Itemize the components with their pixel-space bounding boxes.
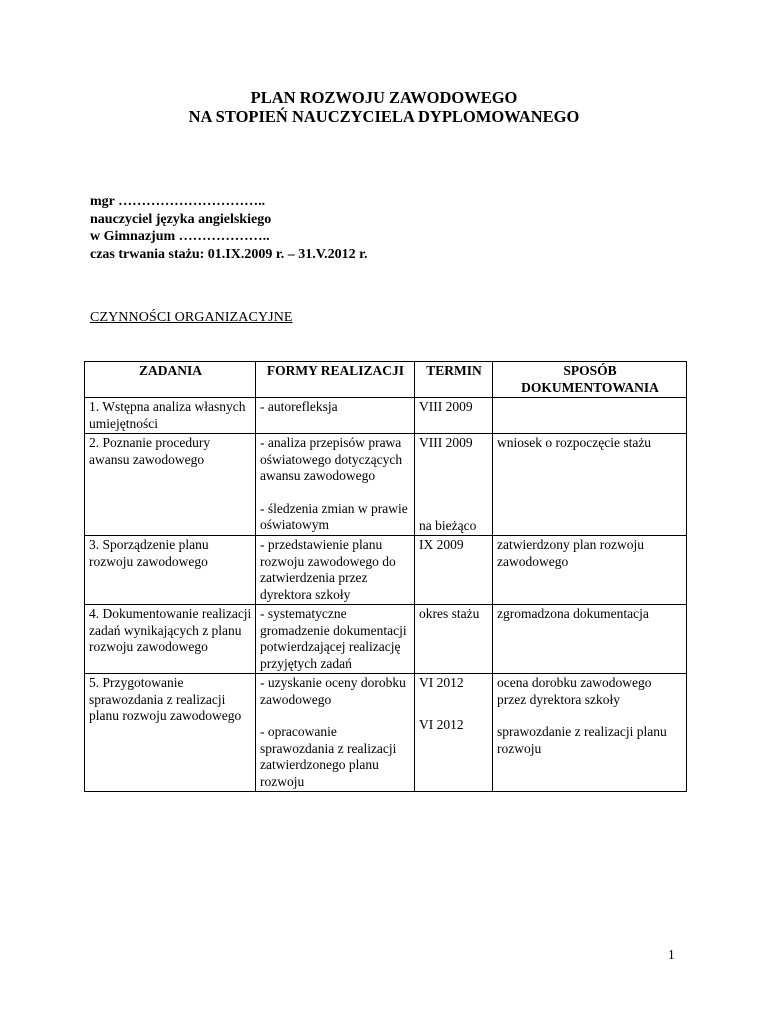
- documentation-cell: [493, 674, 687, 792]
- documentation-item: sprawozdanie z realizacji planu rozwoju: [497, 724, 667, 756]
- form-item: - śledzenia zmian w prawie oświatowym: [260, 500, 408, 532]
- task-cell: 2. Poznanie procedury awansu zawodowego: [85, 434, 256, 536]
- table-row: [85, 605, 687, 674]
- table-row: [85, 398, 687, 434]
- document-title-line2: NA STOPIEŃ NAUCZYCIELA DYPLOMOWANEGO: [188, 107, 580, 126]
- table-row: [85, 674, 687, 792]
- organizational-activities-table: [84, 361, 687, 792]
- section-heading: CZYNNOŚCI ORGANIZACYJNE: [90, 310, 293, 325]
- task-cell: 4. Dokumentowanie realizacji zadań wynikających z planu rozwoju zawodowego: [85, 605, 256, 674]
- teacher-degree-line: mgr …………………………..: [90, 194, 266, 209]
- forms-cell: - systematyczne gromadzenie dokumentacji potwierdzającej realizację przyjętych zadań: [256, 605, 415, 674]
- document-title-line1: PLAN ROZWOJU ZAWODOWEGO: [250, 88, 518, 107]
- term-cell: [415, 434, 493, 536]
- header-documentation: SPOSÓB DOKUMENTOWANIA: [493, 362, 687, 398]
- forms-cell: [256, 674, 415, 792]
- documentation-cell: [493, 398, 687, 434]
- page-number: 1: [668, 947, 675, 962]
- teacher-info-block: [90, 193, 368, 263]
- task-cell: 5. Przygotowanie sprawozdania z realizacji planu rozwoju zawodowego: [85, 674, 256, 792]
- term-cell: VIII 2009: [415, 398, 493, 434]
- task-cell: 3. Sporządzenie planu rozwoju zawodowego: [85, 536, 256, 605]
- documentation-item: ocena dorobku zawodowego przez dyrektora szkoły: [497, 675, 652, 707]
- term-item: VI 2012: [419, 675, 464, 690]
- term-cell: [415, 674, 493, 792]
- table-row: [85, 434, 687, 536]
- documentation-cell: wniosek o rozpoczęcie stażu: [493, 434, 687, 536]
- forms-cell: - autorefleksja: [256, 398, 415, 434]
- forms-cell: - przedstawienie planu rozwoju zawodowego do zatwierdzenia przez dyrektora szkoły: [256, 536, 415, 605]
- teacher-subject-line: nauczyciel języka angielskiego: [90, 211, 272, 227]
- header-term: TERMIN: [415, 362, 493, 398]
- term-cell: IX 2009: [415, 536, 493, 605]
- table-row: [85, 536, 687, 605]
- forms-cell: [256, 434, 415, 536]
- task-cell: 1. Wstępna analiza własnych umiejętności: [85, 398, 256, 434]
- documentation-cell: zatwierdzony plan rozwoju zawodowego: [493, 536, 687, 605]
- term-item: VI 2012: [419, 716, 464, 732]
- header-tasks: ZADANIA: [85, 362, 256, 398]
- internship-duration-line: czas trwania stażu: 01.IX.2009 r. – 31.V.2012 r.: [90, 246, 368, 262]
- documentation-cell: zgromadzona dokumentacja: [493, 605, 687, 674]
- form-item: - uzyskanie oceny dorobku zawodowego: [260, 675, 406, 707]
- term-cell: okres stażu: [415, 605, 493, 674]
- term-item: VIII 2009: [419, 435, 473, 450]
- term-item: na bieżąco: [419, 517, 477, 533]
- form-item: - opracowanie sprawozdania z realizacji zatwierdzonego planu rozwoju: [260, 724, 397, 789]
- table-header-row: [85, 362, 687, 398]
- form-item: - analiza przepisów prawa oświatowego dotyczących awansu zawodowego: [260, 435, 403, 483]
- teacher-school-line: w Gimnazjum ………………..: [90, 229, 270, 244]
- header-forms: FORMY REALIZACJI: [256, 362, 415, 398]
